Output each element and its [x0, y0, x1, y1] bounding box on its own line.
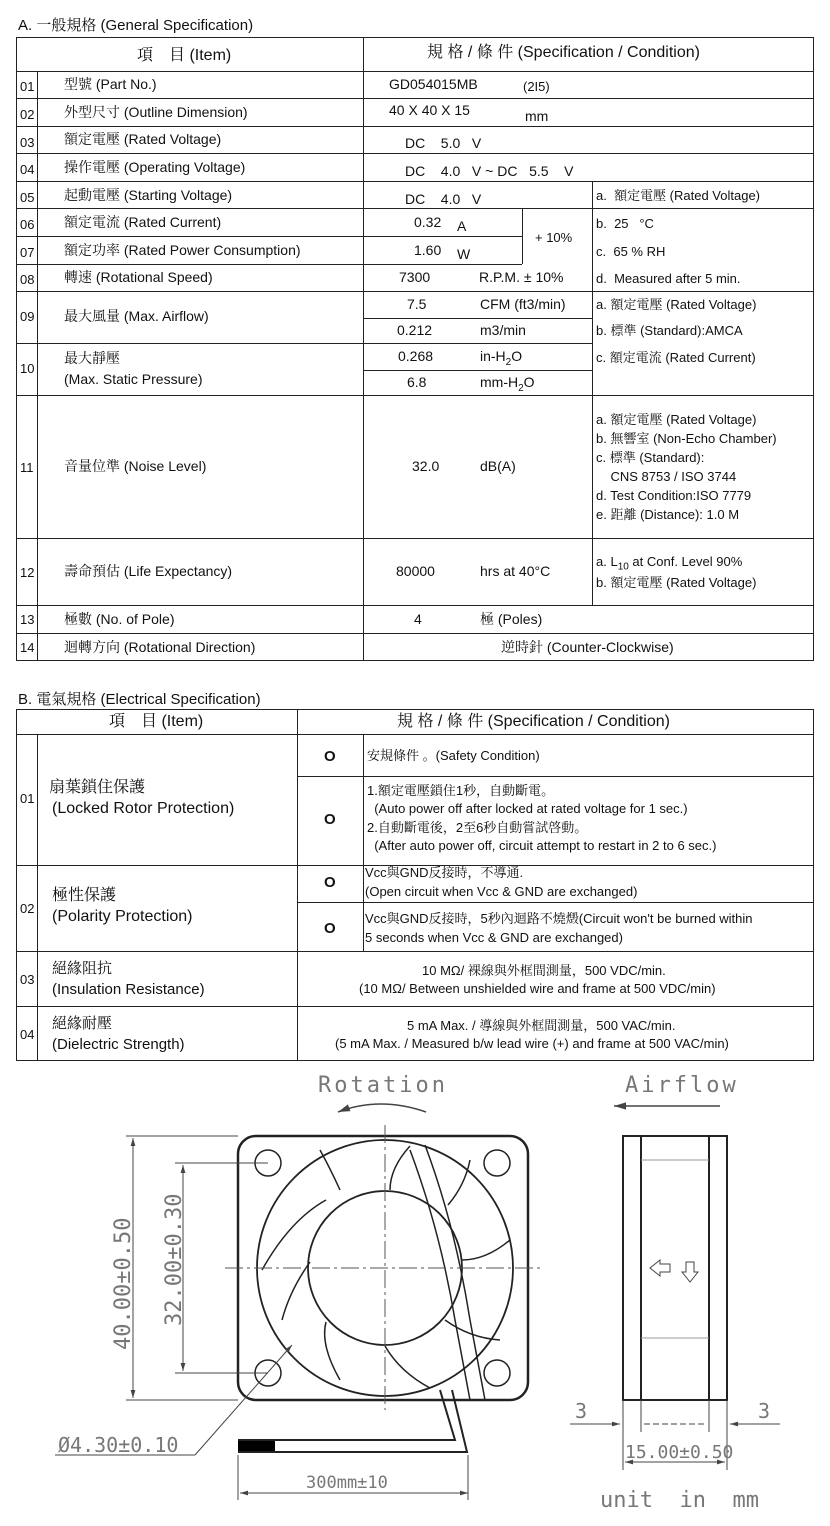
value-speed: 7300 — [399, 269, 431, 285]
note-noise-b: b. 無響室 (Non-Echo Chamber) — [596, 431, 777, 446]
note-airflow-b: b. 標準 (Standard):AMCA — [596, 323, 743, 338]
item-insulation-en: (Insulation Resistance) — [52, 981, 205, 998]
value-life-unit: hrs at 40°C — [480, 563, 551, 579]
item-polarity: 極性保護 — [52, 887, 117, 904]
row-no: 06 — [20, 217, 35, 232]
note-noise-c2: CNS 8753 / ISO 3744 — [596, 469, 737, 484]
row-no: 07 — [20, 245, 35, 260]
value-rated-voltage: DC 5.0 V — [405, 135, 482, 151]
row-no: 01 — [20, 791, 35, 806]
row-no: 14 — [20, 640, 35, 655]
item-locked-rotor-en: (Locked Rotor Protection) — [52, 800, 235, 817]
value-direction: 逆時針 (Counter-Clockwise) — [501, 639, 674, 655]
mark-o: O — [324, 811, 336, 828]
value-starting-voltage: DC 4.0 V — [405, 191, 482, 207]
note-c: c. 65 % RH — [596, 244, 666, 259]
item-rated-power: 額定功率 (Rated Power Consumption) — [64, 242, 301, 258]
dim-hole: Ø4.30±0.10 — [58, 1433, 179, 1457]
row-no: 03 — [20, 972, 35, 987]
value-speed-unit: R.P.M. ± 10% — [479, 269, 564, 285]
locked-line-4: (After auto power off, circuit attempt to restart in 2 to 6 sec.) — [367, 838, 717, 853]
item-rated-current: 額定電流 (Rated Current) — [64, 214, 222, 230]
row-no: 02 — [20, 107, 35, 122]
value-operating-voltage: DC 4.0 V ~ DC 5.5 V — [405, 163, 574, 179]
value-poles-unit: 極 (Poles) — [480, 611, 543, 627]
value-noise-unit: dB(A) — [480, 458, 516, 474]
side-arrows-icon — [650, 1260, 698, 1282]
row-no: 13 — [20, 612, 35, 627]
dim-inner: 32.00±0.30 — [162, 1193, 187, 1326]
item-part-no: 型號 (Part No.) — [64, 76, 157, 92]
value-pressure-mm: 6.8 — [407, 374, 427, 390]
header-spec-b: 規 格 / 條 件 (Specification / Condition) — [397, 713, 670, 730]
section-a-title: A. 一般規格 (General Specification) — [18, 17, 254, 34]
row-no: 03 — [20, 135, 35, 150]
row-no: 10 — [20, 361, 35, 376]
row-no: 12 — [20, 565, 35, 580]
value-noise: 32.0 — [412, 458, 440, 474]
dim-side-right: 3 — [758, 1399, 771, 1423]
insulation-line-1: 10 MΩ/ 裸線與外框間測量，500 VDC/min. — [422, 963, 666, 978]
note-noise-d: d. Test Condition:ISO 7779 — [596, 488, 752, 503]
row-no: 02 — [20, 901, 35, 916]
value-airflow-m3-unit: m3/min — [480, 322, 526, 338]
insulation-line-2: (10 MΩ/ Between unshielded wire and frame at 500 VDC/min) — [359, 981, 716, 996]
locked-line-1: 1.額定電壓鎖住1秒，自動斷電。 — [367, 783, 555, 798]
mark-o: O — [324, 874, 336, 891]
item-rated-voltage: 額定電壓 (Rated Voltage) — [64, 131, 222, 147]
safety-condition: 安規條件 。(Safety Condition) — [367, 748, 540, 763]
item-life: 壽命預估 (Life Expectancy) — [64, 563, 233, 579]
fan-front-view — [238, 1136, 528, 1452]
value-rated-current: 0.32 — [414, 214, 442, 230]
note-airflow-a: a. 額定電壓 (Rated Voltage) — [596, 297, 757, 312]
section-b-title: B. 電氣規格 (Electrical Specification) — [18, 691, 261, 708]
note-life-b: b. 額定電壓 (Rated Voltage) — [596, 575, 757, 590]
row-no: 01 — [20, 79, 35, 94]
airflow-label: Airflow — [625, 1073, 739, 1098]
note-noise-a: a. 額定電壓 (Rated Voltage) — [596, 412, 757, 427]
item-operating-voltage: 操作電壓 (Operating Voltage) — [64, 159, 246, 175]
note-a: a. 額定電壓 (Rated Voltage) — [596, 188, 761, 203]
note-noise-e: e. 距離 (Distance): 1.0 M — [596, 507, 740, 522]
value-airflow-m3: 0.212 — [397, 322, 433, 338]
rotation-arrow-icon — [338, 1104, 426, 1112]
value-pressure-in: 0.268 — [398, 348, 434, 364]
item-dielectric-en: (Dielectric Strength) — [52, 1036, 185, 1053]
dim-wire: 300mm±10 — [306, 1473, 388, 1493]
value-pressure-mm-unit: $mm-H_2O$ — [480, 374, 535, 394]
value-part-code: (2I5) — [523, 79, 550, 94]
header-item: 項 目 (Item) — [137, 47, 232, 64]
polarity-b-2: 5 seconds when Vcc & GND are exchanged) — [365, 930, 623, 945]
row-no: 04 — [20, 1027, 35, 1042]
item-poles: 極數 (No. of Pole) — [64, 611, 175, 627]
note-airflow-c: c. 額定電流 (Rated Current) — [596, 350, 756, 365]
header-spec: 規 格 / 條 件 (Specification / Condition) — [427, 44, 700, 61]
item-direction: 迴轉方向 (Rotational Direction) — [64, 639, 256, 655]
item-noise: 音量位準 (Noise Level) — [64, 458, 207, 474]
item-polarity-en: (Polarity Protection) — [52, 908, 193, 925]
locked-line-2: (Auto power off after locked at rated voltage for 1 sec.) — [367, 801, 688, 816]
polarity-a-2: (Open circuit when Vcc & GND are exchanged) — [365, 884, 638, 899]
item-speed: 轉速 (Rotational Speed) — [64, 269, 213, 285]
value-part-no: GD054015MB — [389, 76, 478, 92]
polarity-b-1: Vcc與GND反接時，5秒內迴路不燒燬(Circuit won't be burned within — [365, 911, 753, 926]
fan-drawing — [0, 1065, 830, 1525]
dim-thickness: 15.00±0.50 — [625, 1442, 734, 1463]
value-life: 80000 — [396, 563, 435, 579]
mark-o: O — [324, 920, 336, 937]
note-life-a: a. $L_{10}$ at Conf. Level 90% — [596, 554, 743, 573]
row-no: 08 — [20, 272, 35, 287]
value-outline-unit: mm — [525, 108, 549, 124]
dielectric-line-2: (5 mA Max. / Measured b/w lead wire (+) and frame at 500 VAC/min) — [335, 1036, 729, 1051]
value-outline: 40 X 40 X 15 — [389, 102, 470, 118]
item-static-pressure: 最大靜壓 — [64, 350, 120, 366]
item-outline: 外型尺寸 (Outline Dimension) — [64, 104, 248, 120]
rotation-label: Rotation — [318, 1073, 448, 1098]
row-no: 04 — [20, 162, 35, 177]
item-airflow: 最大風量 (Max. Airflow) — [64, 308, 209, 324]
note-b: b. 25 °C — [596, 216, 654, 231]
electrical-spec-table — [16, 709, 814, 1061]
polarity-a-1: Vcc與GND反接時，不導通. — [365, 865, 524, 880]
mark-o: O — [324, 748, 336, 765]
row-no: 09 — [20, 309, 35, 324]
unit-label: unit in mm — [600, 1488, 759, 1513]
locked-line-3: 2.自動斷電後，2至6秒自動嘗試啓動。 — [367, 820, 588, 835]
item-dielectric: 絕緣耐壓 — [52, 1015, 113, 1032]
row-no: 11 — [20, 460, 34, 475]
dim-side-left: 3 — [575, 1399, 588, 1423]
item-insulation: 絕緣阻抗 — [52, 960, 113, 977]
header-item-b: 項 目 (Item) — [109, 713, 204, 730]
value-tolerance: + 10% — [535, 230, 573, 245]
value-airflow-cfm-unit: CFM (ft3/min) — [480, 296, 566, 312]
dielectric-line-1: 5 mA Max. / 導線與外框間測量，500 VAC/min. — [407, 1018, 676, 1033]
row-no: 05 — [20, 190, 35, 205]
item-static-pressure-en: (Max. Static Pressure) — [64, 371, 203, 387]
value-rated-current-unit: A — [457, 218, 467, 234]
fan-side-view — [623, 1136, 727, 1400]
value-poles: 4 — [414, 611, 422, 627]
value-rated-power-unit: W — [457, 246, 471, 262]
value-airflow-cfm: 7.5 — [407, 296, 427, 312]
dim-outer: 40.00±0.50 — [111, 1217, 136, 1350]
value-rated-power: 1.60 — [414, 242, 442, 258]
general-spec-table — [16, 37, 814, 661]
note-noise-c: c. 標準 (Standard): — [596, 450, 705, 465]
item-locked-rotor: 扇葉鎖住保護 — [49, 779, 146, 796]
value-pressure-in-unit: $in-H_2O$ — [480, 348, 523, 368]
item-starting-voltage: 起動電壓 (Starting Voltage) — [64, 187, 233, 203]
note-d: d. Measured after 5 min. — [596, 271, 741, 286]
